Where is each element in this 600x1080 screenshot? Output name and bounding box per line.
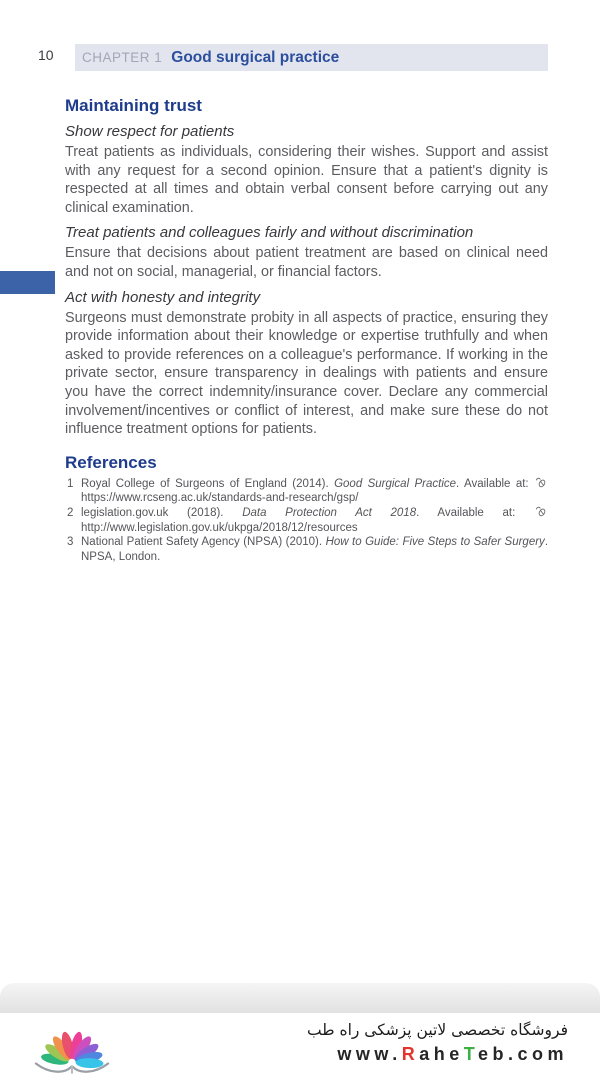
reference-url: https://www.rcseng.ac.uk/standards-and-research/gsp/ [81,492,359,505]
rahe-teb-open-book-logo [28,1015,116,1079]
footer [0,1013,600,1080]
reference-text: legislation.gov.uk (2018). [81,506,243,519]
website-url [307,1044,568,1065]
reference-item [65,477,548,506]
chapter-side-tab [0,271,55,294]
reference-number: 2 [67,506,74,519]
reference-text: . Available at: [456,477,534,490]
website-url-segment: R [401,1044,420,1064]
reference-item [65,506,548,535]
reference-number: 3 [67,536,74,549]
reference-text: . NPSA, London. [81,536,549,563]
chapter-header-bar [75,44,548,71]
reference-url: http://www.legislation.gov.uk/ukpga/2018/12/resources [81,521,358,534]
reference-text: . Available at: [416,506,534,519]
chapter-title: Good surgical practice [171,48,340,66]
reference-number: 1 [67,477,74,490]
subsection-body: Surgeons must demonstrate probity in all aspects of practice, ensuring they provide information about their knowledge or expertise truthfully and when asked to provide references on a colleague's performance. If working in the private sector, ensure transparency in dealings with patients and ensure you have the correct indemnity/insurance cover. Declare any commercial involvement/incentives or conflict of interest, and make sure these do not influence treatment options for patients. [65,309,548,438]
subsection-body: Ensure that decisions about patient treatment are based on clinical need and not on social, managerial, or financial factors. [65,245,548,280]
website-url-segment: eb [477,1044,508,1064]
page-bottom-shadow-band [0,983,600,1013]
reference-work-title: How to Guide: Five Steps to Safer Surgery [325,536,545,549]
footer-text-block [307,1019,568,1065]
website-url-segment: T [463,1044,478,1064]
reference-work-title: Good Surgical Practice [334,477,457,490]
page-content [65,71,548,564]
mouse-weblink-icon [535,506,547,517]
mouse-weblink-icon [535,477,547,488]
chapter-label: CHAPTER 1 [82,50,163,65]
references-title: References [65,452,157,472]
store-name-farsi: فروشگاه تخصصی لاتین پزشکی راه طب [306,1021,568,1039]
subsection-heading: Act with honesty and integrity [65,288,261,306]
reference-text: Royal College of Surgeons of England (2014). [81,477,335,490]
reference-text: National Patient Safety Agency (NPSA) (2010). [81,536,326,549]
subsection-heading: Treat patients and colleagues fairly and without discrimination [65,224,474,242]
reference-item [65,535,548,564]
website-url-segment: .com [507,1044,568,1064]
reference-work-title: Data Protection Act 2018 [242,506,417,519]
subsection-heading: Show respect for patients [65,123,235,140]
page-number: 10 [38,47,54,63]
website-url-segment: www. [337,1044,402,1064]
references-list [65,477,548,565]
section-title: Maintaining trust [65,96,202,115]
subsection-body: Treat patients as individuals, considering their wishes. Support and assist with any request for a second opinion. Ensure that a patient's dignity is respected at all times and obtain verbal consent before carrying out any clinical examination. [65,144,548,216]
website-url-segment: ahe [419,1044,464,1064]
